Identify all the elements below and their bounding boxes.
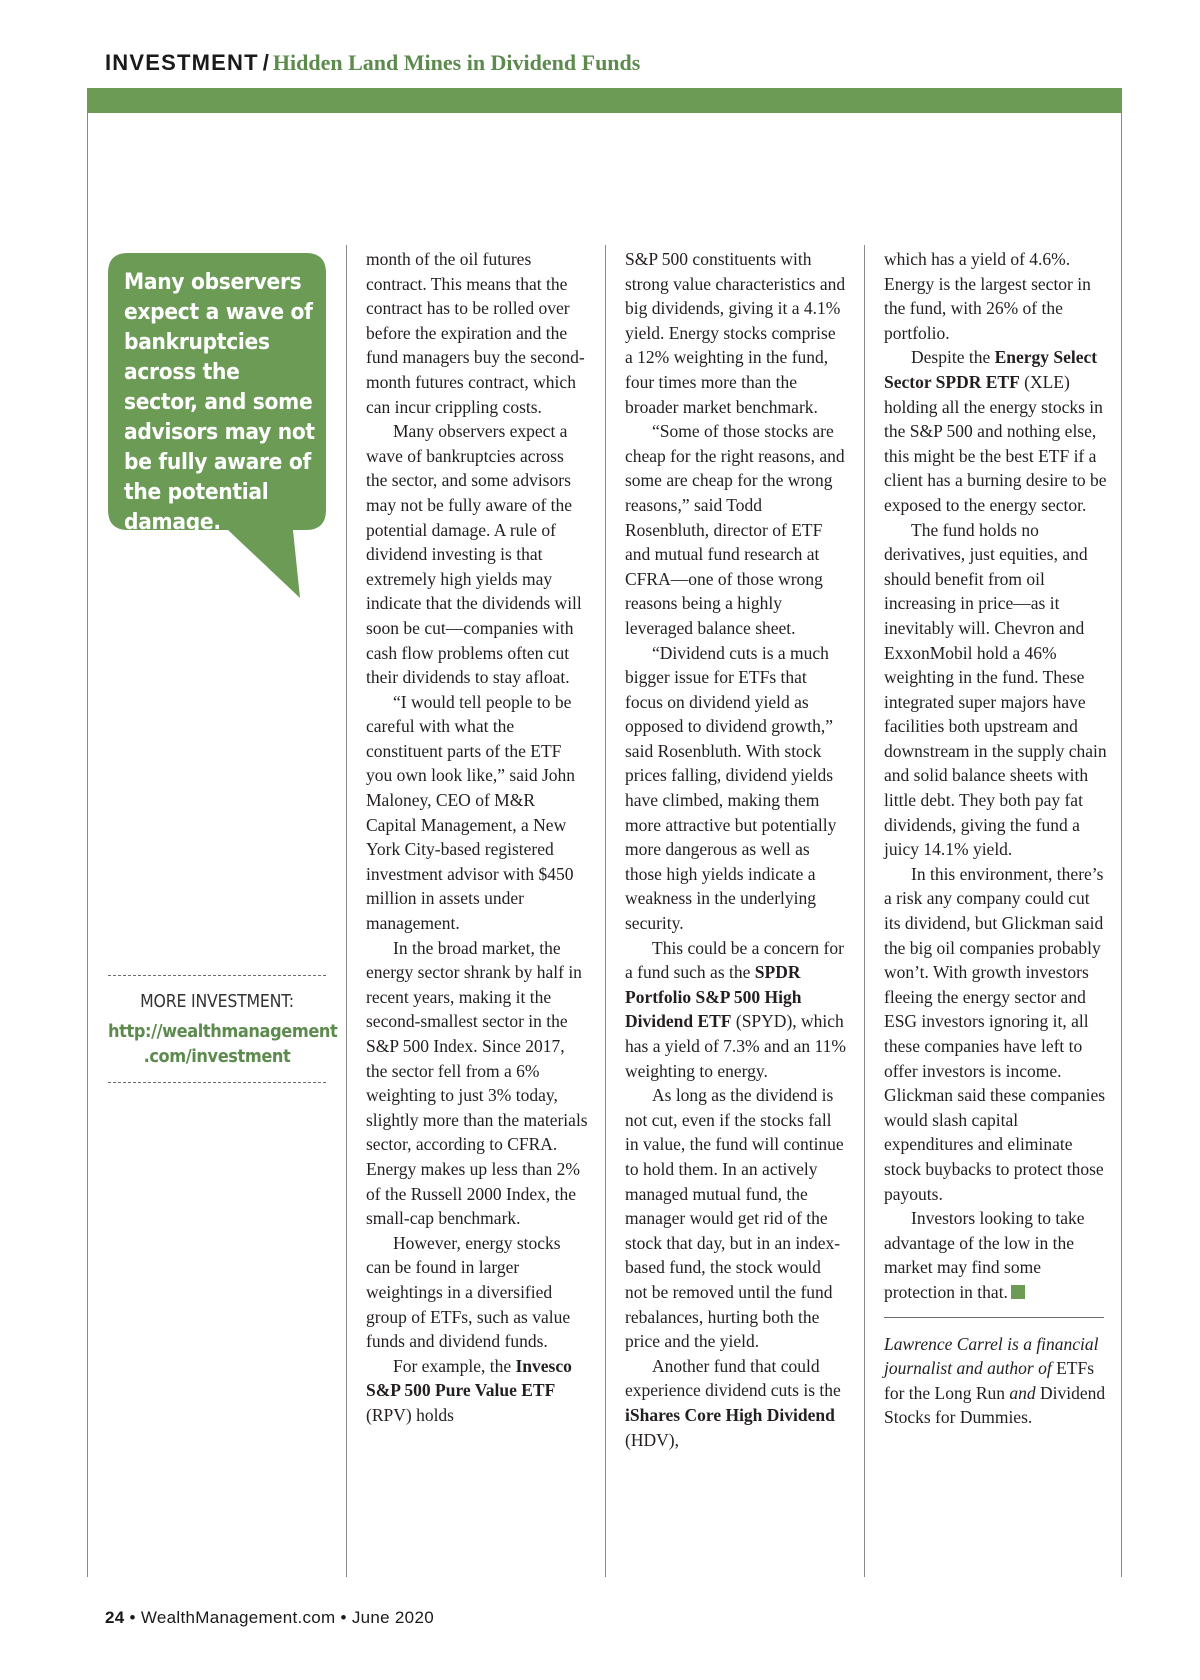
footer-bullet: • bbox=[340, 1608, 347, 1627]
paragraph: As long as the dividend is not cut, even if the stocks fall in value, the fund will continue to hold them. In an actively managed mutual fund, the manager would get rid of the stock that day, but in an index-based fund, the stock would not be removed until the fund rebalances, hurting both the price and the yield. bbox=[625, 1085, 844, 1352]
text-run: (HDV), bbox=[625, 1429, 679, 1450]
more-investment-box bbox=[108, 975, 338, 1083]
more-investment-label: MORE INVESTMENT: bbox=[140, 992, 294, 1012]
paragraph: “Some of those stocks are cheap for the right reasons, and some are cheap for the wrong reasons,” said Todd Rosenbluth, director of ETF and mutual fund research at CFRA—one of those wrong reasons being a highly leveraged balance sheet. bbox=[625, 421, 845, 638]
paragraph: which has a yield of 4.6%. Energy is the largest sector in the fund, with 26% of the portfolio. bbox=[884, 249, 1091, 343]
dashed-divider-bottom bbox=[108, 1082, 326, 1083]
paragraph bbox=[884, 1206, 1108, 1304]
publication-site: WealthManagement.com bbox=[140, 1608, 336, 1627]
paragraph: In the broad market, the energy sector shrank by half in recent years, making it the second-smallest sector in the S&P 500 Index. Since 2017, the sector fell from a 6% weighting to just 3% today, slightly more than the materials sector, according to CFRA. Energy makes up less than 2% of the Russell 2000 Index, the small-cap benchmark. bbox=[366, 937, 588, 1229]
article-title: Hidden Land Mines in Dividend Funds bbox=[272, 50, 641, 75]
text-run: For example, the bbox=[393, 1355, 516, 1376]
paragraph: However, energy stocks can be found in larger weightings in a diversified group of ETFs, such as value funds and dividend funds. bbox=[366, 1232, 571, 1352]
paragraph: “I would tell people to be careful with what the constituent parts of the ETF you own look like,” said John Maloney, CEO of M&R Capital Management, a New York City-based registered investment advisor with $450 million in assets under management. bbox=[366, 691, 576, 934]
pull-quote bbox=[108, 253, 326, 598]
paragraph: In this environment, there’s a risk any company could cut its dividend, but Glickman said the big oil companies probably won’t. With growth investors fleeing the energy sector and ESG investors ignoring it, all these companies have left to offer investors is income. Glickman said these companies would slash capital expenditures and eliminate stock buybacks to protect those payouts. bbox=[884, 863, 1106, 1204]
footer-bullet: • bbox=[129, 1608, 136, 1627]
article-column-3 bbox=[884, 247, 1108, 1430]
book-title: Dividend Stocks for Dummies. bbox=[884, 1382, 1106, 1428]
paragraph: “Dividend cuts is a much bigger issue for ETFs that focus on dividend yield as opposed to dividend growth,” said Rosenbluth. With stock prices falling, dividend yields have climbed, making them more attractive but potentially more dangerous as well as those high yields indicate a weakness in the underlying security. bbox=[625, 642, 837, 934]
fund-name-bold: Invesco S&P 500 Pure Value ETF bbox=[366, 1355, 572, 1401]
paragraph bbox=[625, 1354, 847, 1452]
end-of-article-mark bbox=[1011, 1285, 1025, 1299]
issue-date: June 2020 bbox=[351, 1608, 434, 1627]
text-run: Another fund that could experience dividend cuts is the bbox=[625, 1355, 841, 1401]
column-rule-3 bbox=[864, 245, 865, 1577]
section-label: INVESTMENT bbox=[105, 50, 259, 75]
paragraph bbox=[625, 936, 847, 1084]
paragraph bbox=[884, 345, 1108, 517]
text-run: (XLE) holding all the energy stocks in the S&P 500 and nothing else, this might be the best ETF if a client has a burning desire to be exposed to the energy sector. bbox=[884, 371, 1107, 515]
column-rule-2 bbox=[605, 245, 606, 1577]
paragraph: The fund holds no derivatives, just equities, and should benefit from oil increasing in price—as it inevitably will. Chevron and ExxonMobil hold a 46% weighting in the fund. These integrated super majors have facilities both upstream and downstream in the supply chain and solid balance sheets with little debt. They both pay fat dividends, giving the fund a juicy 14.1% yield. bbox=[884, 519, 1107, 860]
fund-name-bold: SPDR Portfolio S&P 500 High Dividend ETF bbox=[625, 962, 802, 1032]
text-run: Investors looking to take advantage of the low in the market may find some protection in that. bbox=[884, 1208, 1085, 1302]
bio-divider bbox=[884, 1317, 1104, 1318]
page-header bbox=[105, 52, 640, 74]
link-line-1[interactable]: http://wealthmanagement bbox=[108, 1021, 338, 1042]
fund-name-bold: iShares Core High Dividend bbox=[625, 1404, 835, 1425]
paragraph bbox=[366, 1354, 588, 1428]
article-column-2 bbox=[625, 247, 847, 1452]
paragraph: month of the oil futures contract. This means that the contract has to be rolled over before the expiration and the fund managers buy the second-month futures contract, which can incur crippling costs. bbox=[366, 249, 585, 417]
header-separator: / bbox=[262, 50, 269, 75]
page-number: 24 bbox=[105, 1608, 125, 1627]
text-run: (RPV) holds bbox=[366, 1404, 454, 1425]
text-run: This could be a concern for a fund such as the bbox=[625, 937, 844, 983]
page-footer bbox=[105, 1608, 434, 1628]
paragraph: S&P 500 constituents with strong value characteristics and big dividends, giving it a 4.1% yield. Energy stocks comprise a 12% weighting in the fund, four times more than the broader market benchmark. bbox=[625, 249, 846, 417]
header-color-bar bbox=[87, 88, 1122, 113]
page-frame-right-border bbox=[1121, 113, 1122, 1577]
text-run: (SPYD), which has a yield of 7.3% and an 11% weighting to energy. bbox=[625, 1011, 846, 1081]
page-frame-left-border bbox=[87, 113, 88, 1577]
book-title: ETFs for the Long Run bbox=[884, 1358, 1095, 1403]
bio-text: Lawrence Carrel is a financial journalist and author of bbox=[884, 1333, 1099, 1379]
text-run: Despite the bbox=[911, 347, 995, 368]
more-investment-link[interactable] bbox=[108, 1019, 338, 1069]
author-bio bbox=[884, 1332, 1108, 1430]
pull-quote-text: Many observers expect a wave of bankruptcies across the sector, and some advisors may not be fully aware of the potential damage. bbox=[124, 269, 315, 535]
article-column-1 bbox=[366, 247, 588, 1428]
paragraph: Many observers expect a wave of bankruptcies across the sector, and some advisors may not be fully aware of the potential damage. A rule of dividend investing is that extremely high yields may indicate that the dividends will soon be cut—companies with cash flow problems often cut their dividends to stay afloat. bbox=[366, 421, 582, 688]
bio-text: and bbox=[1005, 1382, 1041, 1403]
fund-name-bold: Energy Select Sector SPDR ETF bbox=[884, 347, 1098, 392]
column-rule-1 bbox=[346, 245, 347, 1577]
dashed-divider-top bbox=[108, 975, 326, 976]
link-line-2[interactable]: .com/investment bbox=[143, 1046, 291, 1067]
